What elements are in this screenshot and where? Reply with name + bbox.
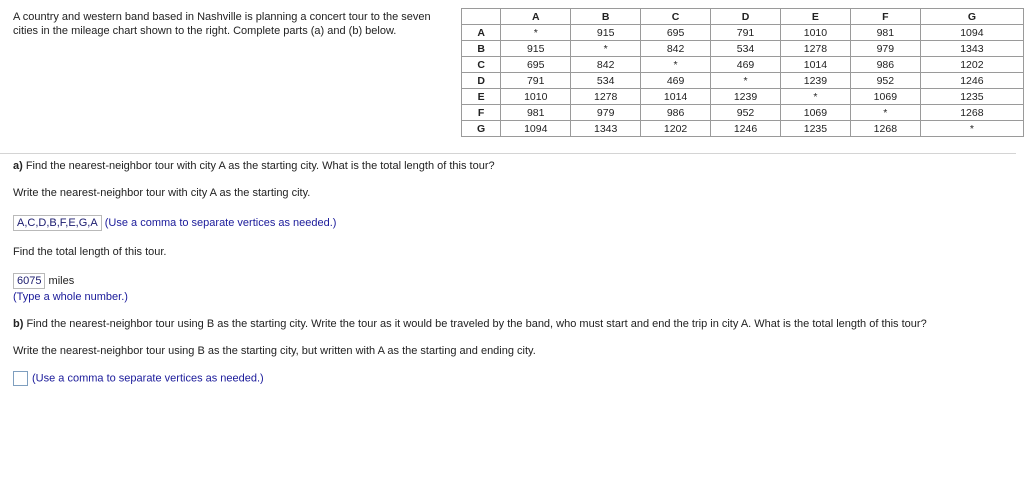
- section-divider: [0, 153, 1016, 154]
- chart-col-header: G: [920, 9, 1023, 25]
- part-a-length-answer-row: [13, 273, 74, 289]
- chart-row: [462, 25, 1024, 41]
- chart-row: [462, 105, 1024, 121]
- part-a-question-text: Find the nearest-neighbor tour with city A as the starting city. What is the total length of this tour?: [22, 160, 495, 172]
- part-a-length-hint: (Type a whole number.): [13, 291, 128, 303]
- chart-body: [462, 25, 1024, 137]
- chart-cell: *: [571, 41, 641, 57]
- part-b-prompt-tour: Write the nearest-neighbor tour using B as the starting city, but written with A as the starting and ending city.: [13, 345, 536, 357]
- chart-row: [462, 89, 1024, 105]
- mileage-chart: [461, 8, 1024, 137]
- part-a-tour-answer[interactable]: A,C,D,B,F,E,G,A: [13, 215, 102, 231]
- part-a-tour-answer-row: [13, 215, 336, 231]
- chart-cell: 915: [501, 41, 571, 57]
- chart-cell: 1246: [920, 73, 1023, 89]
- chart-cell: 981: [501, 105, 571, 121]
- chart-cell: 952: [850, 73, 920, 89]
- chart-cell: *: [711, 73, 781, 89]
- chart-col-header: F: [850, 9, 920, 25]
- chart-row: [462, 121, 1024, 137]
- chart-cell: 1278: [571, 89, 641, 105]
- chart-cell: 1343: [571, 121, 641, 137]
- chart-row-header: E: [462, 89, 501, 105]
- chart-cell: *: [850, 105, 920, 121]
- chart-col-header: A: [501, 9, 571, 25]
- chart-cell: *: [920, 121, 1023, 137]
- chart-cell: 1094: [501, 121, 571, 137]
- chart-cell: 1069: [850, 89, 920, 105]
- chart-cell: 979: [571, 105, 641, 121]
- chart-cell: 695: [501, 57, 571, 73]
- chart-cell: 842: [641, 41, 711, 57]
- part-b-tour-input[interactable]: [13, 371, 28, 386]
- part-b-question: [13, 318, 927, 330]
- chart-cell: 1202: [641, 121, 711, 137]
- chart-cell: 1239: [780, 73, 850, 89]
- chart-row: [462, 73, 1024, 89]
- chart-cell: 1094: [920, 25, 1023, 41]
- chart-cell: 1069: [780, 105, 850, 121]
- chart-col-header: D: [711, 9, 781, 25]
- chart-cell: 986: [850, 57, 920, 73]
- part-b-tour-hint: (Use a comma to separate vertices as needed.): [32, 372, 264, 385]
- chart-cell: *: [780, 89, 850, 105]
- chart-cell: 1268: [850, 121, 920, 137]
- chart-row-header: A: [462, 25, 501, 41]
- chart-cell: 981: [850, 25, 920, 41]
- problem-intro: A country and western band based in Nashville is planning a concert tour to the seven cities in the mileage chart shown to the right. Complete parts (a) and (b) below.: [13, 11, 431, 37]
- chart-row-header: G: [462, 121, 501, 137]
- part-a-length-unit: miles: [48, 275, 75, 287]
- chart-cell: 1268: [920, 105, 1023, 121]
- part-b-question-text: Find the nearest-neighbor tour using B as the starting city. Write the tour as it would be traveled by the band, who must start and end the trip in city A. What is the total length of this tour?: [23, 318, 927, 330]
- chart-row-header: F: [462, 105, 501, 121]
- chart-row: [462, 41, 1024, 57]
- part-a-question: [13, 160, 495, 172]
- chart-cell: 1202: [920, 57, 1023, 73]
- chart-cell: 1014: [780, 57, 850, 73]
- chart-cell: 1246: [711, 121, 781, 137]
- chart-row-header: B: [462, 41, 501, 57]
- part-a-tour-hint: (Use a comma to separate vertices as needed.): [104, 217, 337, 229]
- part-a-prompt-tour: Write the nearest-neighbor tour with city A as the starting city.: [13, 187, 311, 199]
- part-a-prompt-length: Find the total length of this tour.: [13, 246, 167, 258]
- chart-cell: *: [641, 57, 711, 73]
- chart-cell: 1235: [920, 89, 1023, 105]
- chart-cell: 1239: [711, 89, 781, 105]
- chart-corner-cell: [462, 9, 501, 25]
- chart-cell: 534: [571, 73, 641, 89]
- chart-cell: 469: [711, 57, 781, 73]
- chart-cell: 986: [641, 105, 711, 121]
- chart-cell: 1010: [501, 89, 571, 105]
- chart-row-header: D: [462, 73, 501, 89]
- chart-cell: 695: [641, 25, 711, 41]
- chart-row: [462, 57, 1024, 73]
- chart-cell: 1014: [641, 89, 711, 105]
- chart-cell: 534: [711, 41, 781, 57]
- chart-row-header: C: [462, 57, 501, 73]
- chart-cell: 791: [711, 25, 781, 41]
- chart-cell: 1235: [780, 121, 850, 137]
- part-a-label: a): [13, 160, 23, 172]
- part-b-tour-answer-row: [13, 371, 264, 386]
- chart-cell: 979: [850, 41, 920, 57]
- chart-col-header: C: [641, 9, 711, 25]
- part-a-length-answer[interactable]: 6075: [13, 273, 45, 289]
- part-b-label: b): [13, 318, 24, 330]
- chart-header-row: [462, 9, 1024, 25]
- chart-cell: 791: [501, 73, 571, 89]
- chart-cell: 842: [571, 57, 641, 73]
- chart-col-header: E: [780, 9, 850, 25]
- chart-cell: *: [501, 25, 571, 41]
- chart-cell: 1278: [780, 41, 850, 57]
- chart-col-header: B: [571, 9, 641, 25]
- chart-cell: 952: [711, 105, 781, 121]
- chart-cell: 1010: [780, 25, 850, 41]
- chart-cell: 469: [641, 73, 711, 89]
- chart-cell: 1343: [920, 41, 1023, 57]
- chart-cell: 915: [571, 25, 641, 41]
